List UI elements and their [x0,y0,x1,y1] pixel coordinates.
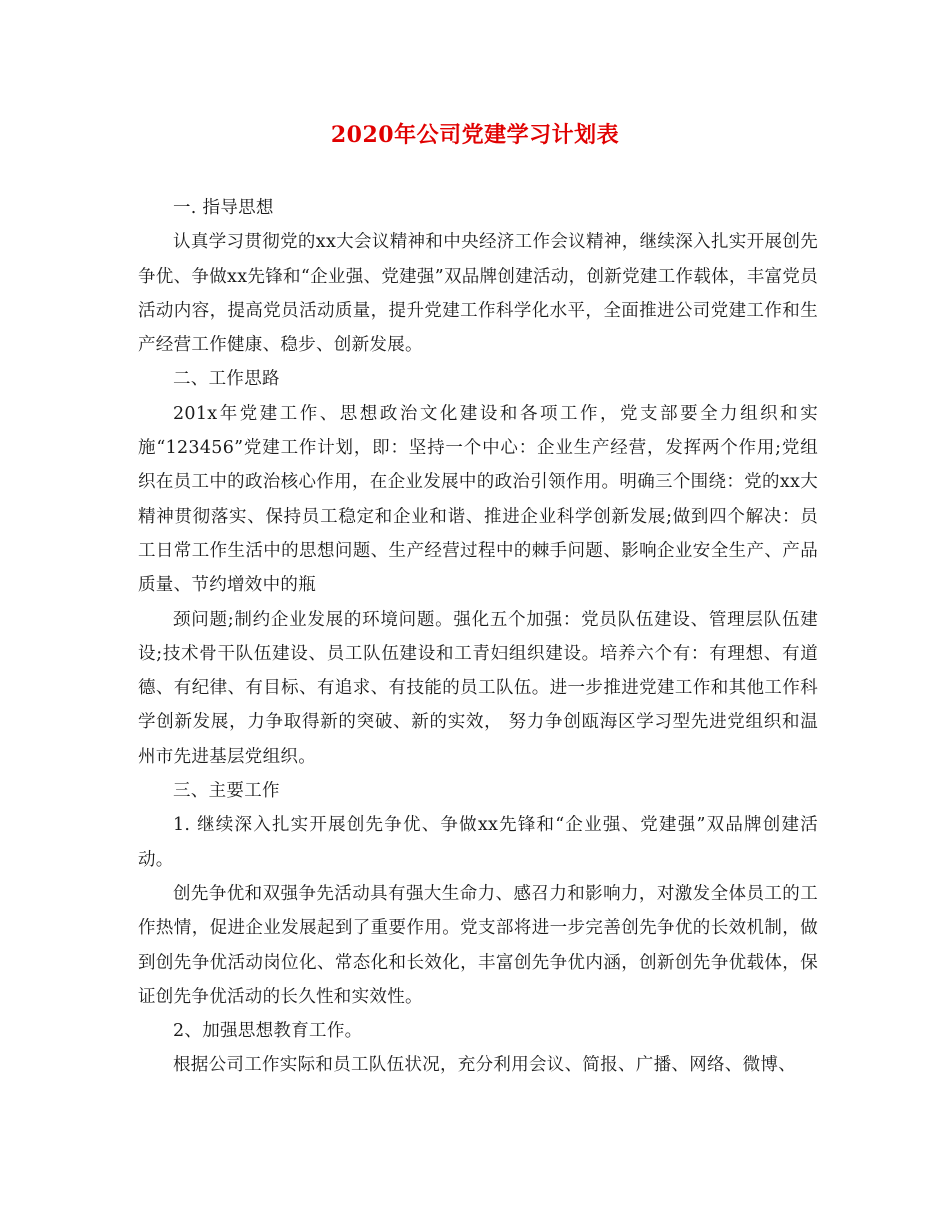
paragraph: 根据公司工作实际和员工队伍状况，充分利用会议、简报、广播、网络、微博、 [173,1055,796,1076]
paragraph: 认真学习贯彻党的xx大会议精神和中央经济工作会议精神，继续深入扎实开展创先争优、争做xx先锋和“企业强、党建强”双品牌创建活动，创新党建工作载体，丰富党员活动内容，提高党员活动质量，提升党建工作科学化水平，全面推进公司党建工作和生产经营工作健康、稳步、创新发展。 [138,232,818,356]
section-heading-guiding-ideology: 一. 指导思想 [173,198,274,218]
document-body [138,191,818,1083]
paragraph: 创先争优和双强争先活动具有强大生命力、感召力和影响力，对激发全体员工的工作热情，促进企业发展起到了重要作用。党支部将进一步完善创先争优的长效机制，做到创先争优活动岗位化、常态化和长效化，丰富创先争优内涵，创新创先争优载体，保证创先争优活动的长久性和实效性。 [138,883,818,1007]
subsection-heading: 2、加强思想教育工作。 [173,1021,363,1042]
section-heading-main-work: 三、主要工作 [173,781,280,802]
document-title: 2020年公司党建学习计划表 [330,122,620,148]
paragraph: 201x年党建工作、思想政治文化建设和各项工作，党支部要全力组织和实施“123456”党建工作计划，即：坚持一个中心：企业生产经营，发挥两个作用;党组织在员工中的政治核心作用，在企业发展中的政治引领作用。明确三个围绕：党的xx大精神贯彻落实、保持员工稳定和企业和谐、推进企业科学创新发展;做到四个解决：员工日常工作生活中的思想问题、生产经营过程中的棘手问题、影响企业安全生产、产品质量、节约增效中的瓶 [138,403,818,596]
paragraph: 颈问题;制约企业发展的环境问题。强化五个加强：党员队伍建设、管理层队伍建设;技术骨干队伍建设、员工队伍建设和工青妇组织建设。培养六个有：有理想、有道德、有纪律、有目标、有追求、有技能的员工队伍。进一步推进党建工作和其他工作科学创新发展，力争取得新的突破、新的实效， 努力争创瓯海区学习型先进党组织和温州市先进基层党组织。 [138,609,818,767]
subsection-heading: 1. 继续深入扎实开展创先争优、争做xx先锋和“企业强、党建强”双品牌创建活动。 [138,815,818,870]
section-heading-work-approach: 二、工作思路 [173,369,280,390]
